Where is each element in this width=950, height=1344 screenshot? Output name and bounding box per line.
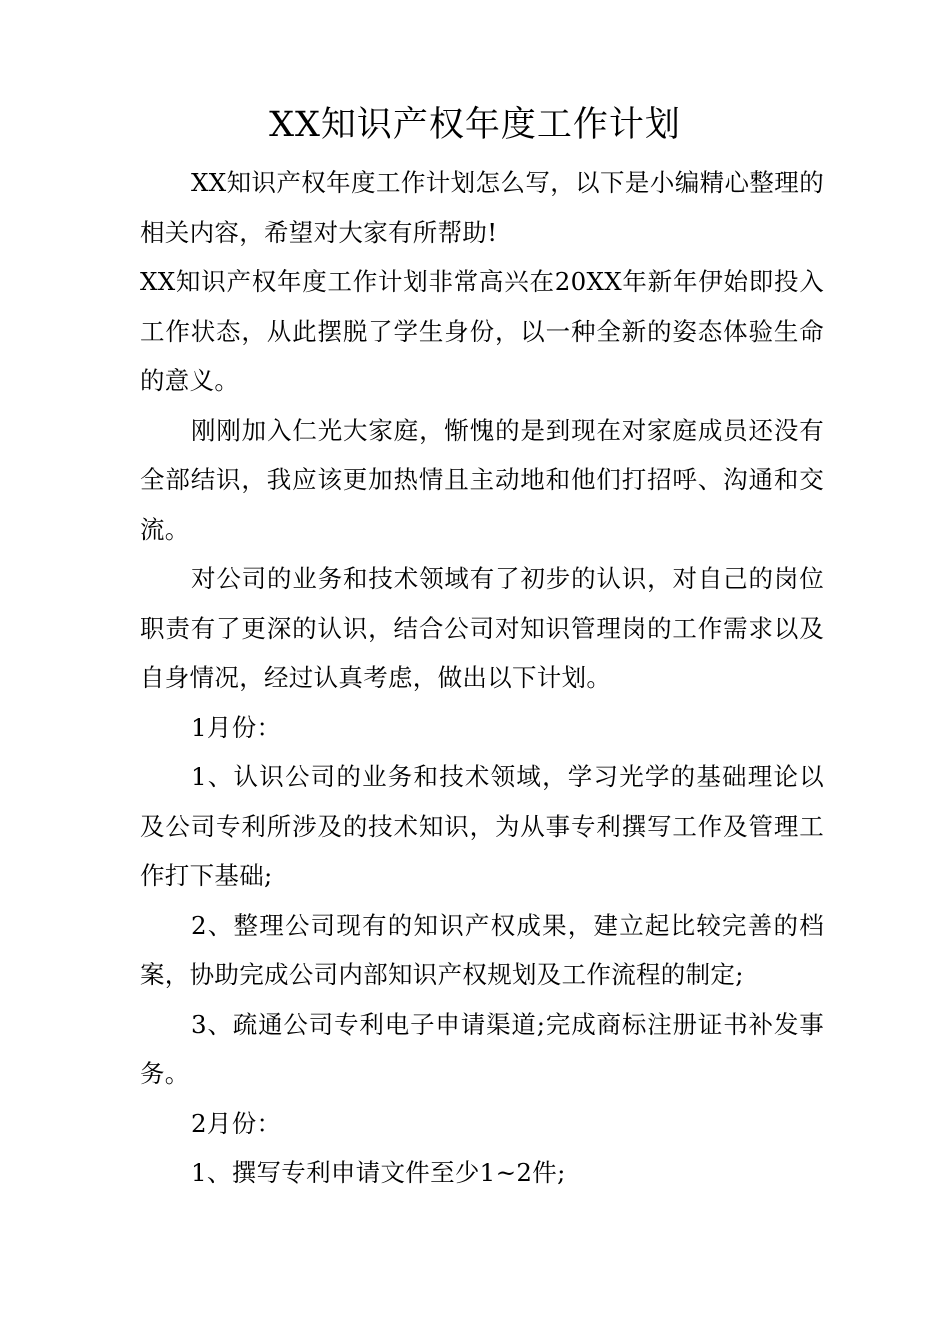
document-title: XX知识产权年度工作计划 xyxy=(269,105,681,145)
paragraph-intro: XX知识产权年度工作计划怎么写，以下是小编精心整理的相关内容，希望对大家有所帮助! xyxy=(140,168,824,247)
paragraph-opening: XX知识产权年度工作计划非常高兴在20XX年新年伊始即投入工作状态，从此摆脱了学生身份，以一种全新的姿态体验生命的意义。 xyxy=(140,267,824,395)
paragraph-team: 刚刚加入仁光大家庭，惭愧的是到现在对家庭成员还没有全部结识，我应该更加热情且主动地和他们打招呼、沟通和交流。 xyxy=(140,415,824,544)
list-item: 2、整理公司现有的知识产权成果，建立起比较完善的档案，协助完成公司内部知识产权规划及工作流程的制定; xyxy=(140,910,824,989)
list-item: 1、撰写专利申请文件至少1~2件; xyxy=(191,1158,566,1187)
document-body xyxy=(140,158,824,1198)
list-item: 3、疏通公司专利电子申请渠道;完成商标注册证书补发事务。 xyxy=(140,1009,824,1088)
paragraph-plan-summary: 对公司的业务和技术领域有了初步的认识，对自己的岗位职责有了更深的认识，结合公司对知识管理岗的工作需求以及自身情况，经过认真考虑，做出以下计划。 xyxy=(140,564,824,692)
list-item: 1、认识公司的业务和技术领域，学习光学的基础理论以及公司专利所涉及的技术知识，为从事专利撰写工作及管理工作打下基础; xyxy=(140,762,824,890)
section-heading-february: 2月份： xyxy=(191,1108,282,1138)
section-heading-january: 1月份： xyxy=(191,712,282,742)
